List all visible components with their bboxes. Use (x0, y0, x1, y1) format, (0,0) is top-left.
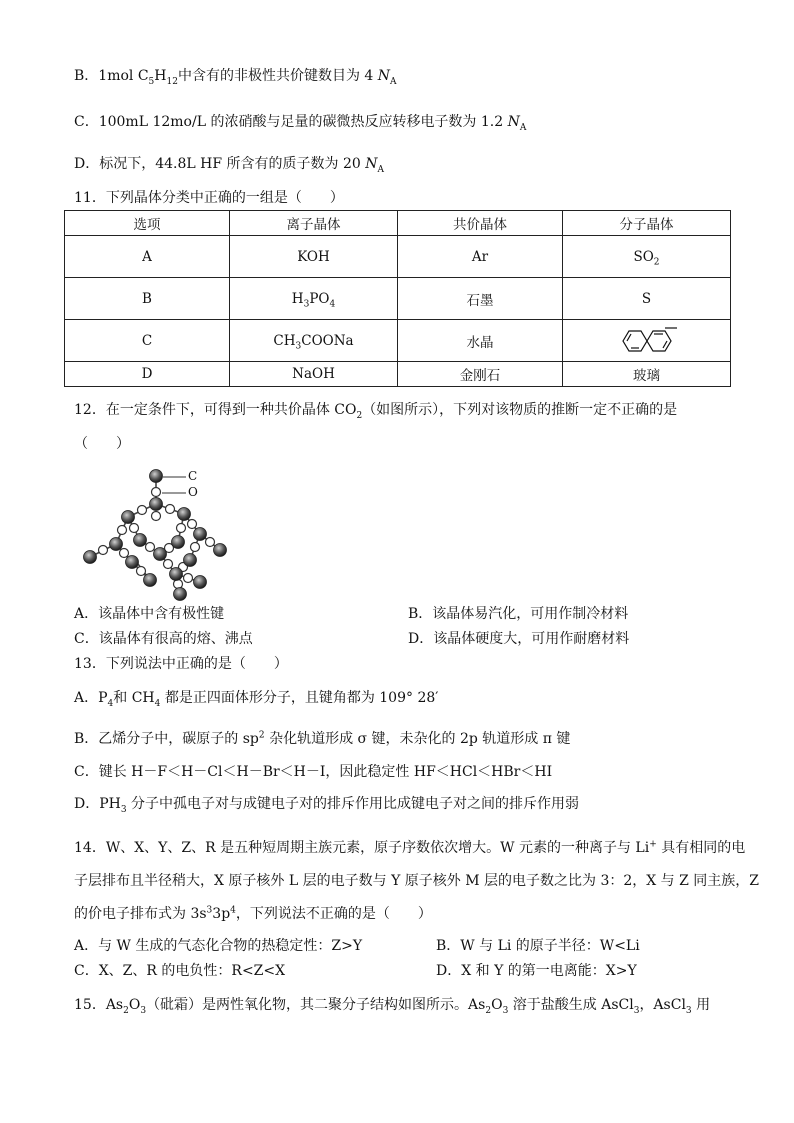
header-molecular: 分子晶体 (563, 211, 731, 236)
cell-molecular: 玻璃 (563, 362, 731, 387)
q12-option-c: C．该晶体有很高的熔、沸点 (74, 631, 253, 647)
q12-option-a: A．该晶体中含有极性键 (74, 606, 225, 622)
q14-option-b: B．W 与 Li 的原子半径：W<Li (436, 938, 640, 954)
q10-option-c: C．100mL 12mo/L 的浓硝酸与足量的碳微热反应转移电子数为 1.2 $N_A$ (74, 114, 527, 133)
q13-option-c: C．键长 H－F＜H－Cl＜H－Br＜H－I，因此稳定性 HF＜HCl＜HBr＜HI (74, 764, 553, 780)
q12-paren: （ ） (74, 436, 130, 452)
header-covalent: 共价晶体 (398, 211, 563, 236)
table-row (65, 278, 731, 320)
q11-stem: 11．下列晶体分类中正确的一组是（ ） (74, 190, 344, 206)
cell-option: A (65, 236, 230, 278)
q13-option-b: B．乙烯分子中，碳原子的 $sp^2$ 杂化轨道形成 σ 键，未杂化的 2p 轨道形成 π 键 (74, 730, 571, 747)
q12-option-b: B．该晶体易汽化，可用作制冷材料 (408, 606, 629, 622)
cell-covalent: 金刚石 (398, 362, 563, 387)
table-row (65, 320, 731, 362)
header-ionic: 离子晶体 (230, 211, 398, 236)
q14-stem-line2: 子层排布且半径稍大，X 原子核外 L 层的电子数与 Y 原子核外 M 层的电子数之比为 3：2，X 与 Z 同主族，Z (74, 873, 760, 889)
cell-option: C (65, 320, 230, 362)
q14-option-d: D．X 和 Y 的第一电离能：X>Y (436, 963, 637, 979)
q14-option-a: A．与 W 生成的气态化合物的热稳定性：Z>Y (74, 938, 363, 954)
cell-option: B (65, 278, 230, 320)
cell-molecular: $SO_2$ (563, 236, 731, 278)
legend-oxygen-label: O (188, 485, 198, 499)
q10-option-d: D．标况下，44.8L HF 所含有的质子数为 20 $N_A$ (74, 156, 384, 175)
cell-ionic: $CH_3COONa$ (230, 320, 398, 362)
naphthalene-structure-icon (615, 324, 679, 358)
q12-option-d: D．该晶体硬度大，可用作耐磨材料 (408, 631, 630, 647)
q13-option-d: D．$PH_3$ 分子中孤电子对与成键电子对的排斥作用比成键电子对之间的排斥作用弱 (74, 796, 580, 815)
q10-option-b: B．1mol $C_5H_{12}$中含有的非极性共价键数目为 4 $N_A$ (74, 68, 397, 87)
cell-molecular (563, 320, 731, 362)
cell-covalent: Ar (398, 236, 563, 278)
cell-molecular: S (563, 278, 731, 320)
crystal-classification-table (64, 210, 731, 387)
q13-option-a: A．$P_4$和 $CH_4$ 都是正四面体形分子，且键角都为 109° 28′ (74, 690, 439, 709)
header-option: 选项 (65, 211, 230, 236)
q12-stem: 12．在一定条件下，可得到一种共价晶体 $CO_2$（如图所示），下列对该物质的推断一定不正确的是 (74, 402, 678, 421)
cell-option: D (65, 362, 230, 387)
co2-crystal-structure-diagram (78, 462, 248, 602)
cell-ionic: NaOH (230, 362, 398, 387)
q15-stem: 15．$As_2O_3$（砒霜）是两性氧化物，其二聚分子结构如图所示。$As_2O_3$ 溶于盐酸生成 AsCl$_3$，AsCl$_3$ 用 (74, 997, 711, 1016)
q14-stem-line3: 的价电子排布式为 $3s^33p^4$，下列说法不正确的是（ ） (74, 905, 432, 922)
cell-ionic: $H_3PO_4$ (230, 278, 398, 320)
cell-covalent: 水晶 (398, 320, 563, 362)
table-header-row (65, 211, 731, 236)
cell-covalent: 石墨 (398, 278, 563, 320)
cell-ionic: KOH (230, 236, 398, 278)
q13-stem: 13．下列说法中正确的是（ ） (74, 656, 288, 672)
q14-option-c: C．X、Z、R 的电负性：R<Z<X (74, 963, 286, 979)
table-row (65, 236, 731, 278)
q14-stem-line1: 14．W、X、Y、Z、R 是五种短周期主族元素，原子序数依次增大。W 元素的一种离子与 Li+ 具有相同的电 (74, 839, 746, 856)
legend-carbon-label: C (188, 469, 198, 483)
table-row (65, 362, 731, 387)
